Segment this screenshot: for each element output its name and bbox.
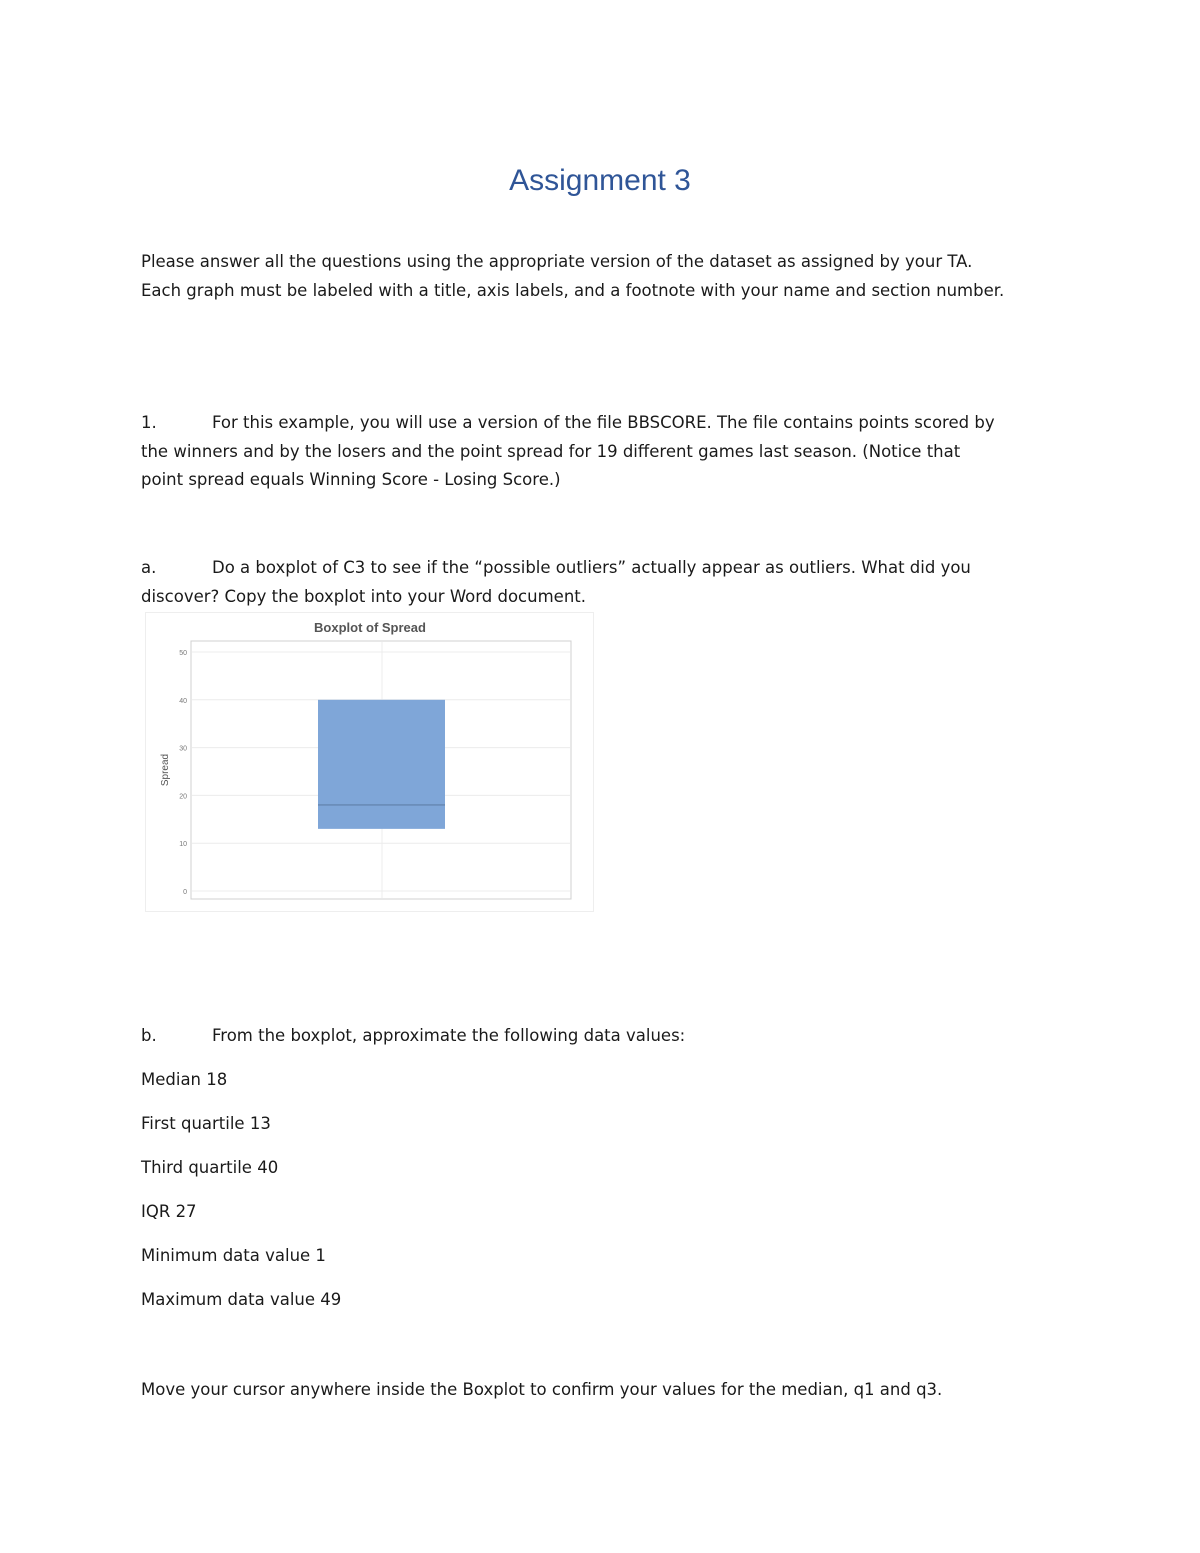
closing-instruction: Move your cursor anywhere inside the Boxplot to confirm your values for the median, q1 and q3.: [141, 1380, 943, 1399]
question-a: [141, 554, 1071, 611]
question-1-line-3: point spread equals Winning Score - Losing Score.): [141, 470, 561, 489]
intro-line-2: Each graph must be labeled with a title, axis labels, and a footnote with your name and section number.: [141, 280, 1005, 300]
question-1-line-1: [141, 409, 1071, 438]
y-tick-label: 30: [179, 745, 187, 753]
question-b: [141, 1022, 1071, 1051]
question-1-line-2: the winners and by the losers and the point spread for 19 different games last season. (Notice that: [141, 441, 961, 461]
boxplot-svg[interactable]: [146, 613, 593, 911]
question-b-line-1: [141, 1022, 1071, 1051]
question-a-text-1: Do a boxplot of C3 to see if the “possible outliers” actually appear as outliers. What did you: [212, 558, 971, 577]
intro-paragraph: [141, 248, 1071, 305]
question-1-number: 1.: [141, 413, 157, 432]
question-a-line-2: discover? Copy the boxplot into your Word document.: [141, 586, 586, 606]
box-layer[interactable]: [318, 700, 445, 829]
y-axis-label: Spread: [160, 753, 171, 787]
y-tick-label: 0: [183, 889, 187, 896]
value-minimum: Minimum data value 1: [141, 1246, 326, 1265]
chart-title: Boxplot of Spread: [314, 620, 426, 635]
value-maximum: Maximum data value 49: [141, 1290, 342, 1309]
question-b-letter: b.: [141, 1026, 157, 1045]
intro-line-1: Please answer all the questions using the appropriate version of the dataset as assigned by your TA.: [141, 252, 973, 271]
box-iqr[interactable]: [318, 700, 445, 829]
value-iqr: IQR 27: [141, 1202, 197, 1221]
y-tick-label: 50: [179, 650, 187, 657]
question-b-text-1: From the boxplot, approximate the following data values:: [212, 1026, 686, 1045]
boxplot-chart[interactable]: [145, 612, 594, 912]
y-tick-label: 10: [179, 841, 187, 849]
y-tick-layer: [179, 650, 187, 896]
question-1: [141, 409, 1071, 495]
y-tick-label: 40: [179, 697, 187, 705]
question-a-letter: a.: [141, 558, 157, 577]
y-tick-label: 20: [179, 793, 187, 801]
value-first-quartile: First quartile 13: [141, 1114, 271, 1133]
question-1-text-1: For this example, you will use a version of the file BBSCORE. The file contains points scored by: [212, 413, 995, 432]
question-a-line-1: [141, 554, 1071, 583]
value-third-quartile: Third quartile 40: [141, 1158, 279, 1177]
value-median: Median 18: [141, 1070, 228, 1089]
page-title: Assignment 3: [509, 164, 691, 197]
